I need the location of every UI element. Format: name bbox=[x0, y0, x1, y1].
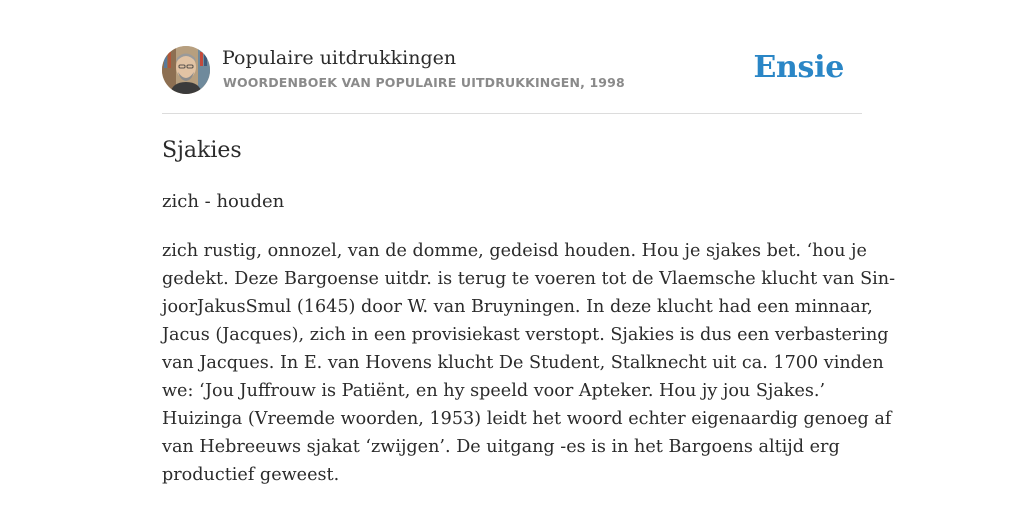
entry-subtitle: zich - houden bbox=[162, 191, 285, 212]
brand-logo[interactable]: Ensie bbox=[753, 50, 844, 85]
definition-line: gedekt. Deze Bargoense uitdr. is terug te voeren tot de Vlaemsche klucht van Sin- bbox=[162, 269, 896, 289]
source-meta: WOORDENBOEK VAN POPULAIRE UITDRUKKINGEN, 1998 bbox=[223, 75, 625, 90]
definition-line: Jacus (Jacques), zich in een provisiekast verstopt. Sjakies is dus een verbastering bbox=[162, 325, 889, 345]
definition-line: joorJakusSmul (1645) door W. van Bruyningen. In deze klucht had een minnaar, bbox=[162, 297, 873, 317]
author-portrait-icon[interactable] bbox=[162, 46, 210, 94]
definition-line: van Jacques. In E. van Hovens klucht De Student, Stalknecht uit ca. 1700 vinden bbox=[162, 353, 884, 373]
definition-line: Huizinga (Vreemde woorden, 1953) leidt het woord echter eigenaardig genoeg af bbox=[162, 409, 892, 429]
source-name[interactable]: Populaire uitdrukkingen bbox=[222, 47, 457, 69]
definition-line: zich rustig, onnozel, van de domme, gedeisd houden. Hou je sjakes bet. ‘hou je bbox=[162, 241, 867, 261]
definition-line: we: ‘Jou Juffrouw is Patiënt, en hy speeld voor Apteker. Hou jy jou Sjakes.’ bbox=[162, 381, 826, 401]
source-header bbox=[162, 46, 862, 96]
header-divider bbox=[162, 113, 862, 114]
entry-card bbox=[162, 0, 896, 512]
definition-line: van Hebreeuws sjakat ‘zwijgen’. De uitgang -es is in het Bargoens altijd erg bbox=[162, 437, 840, 457]
entry-title: Sjakies bbox=[162, 138, 242, 163]
entry-definition bbox=[162, 237, 896, 489]
definition-line: productief geweest. bbox=[162, 465, 340, 485]
